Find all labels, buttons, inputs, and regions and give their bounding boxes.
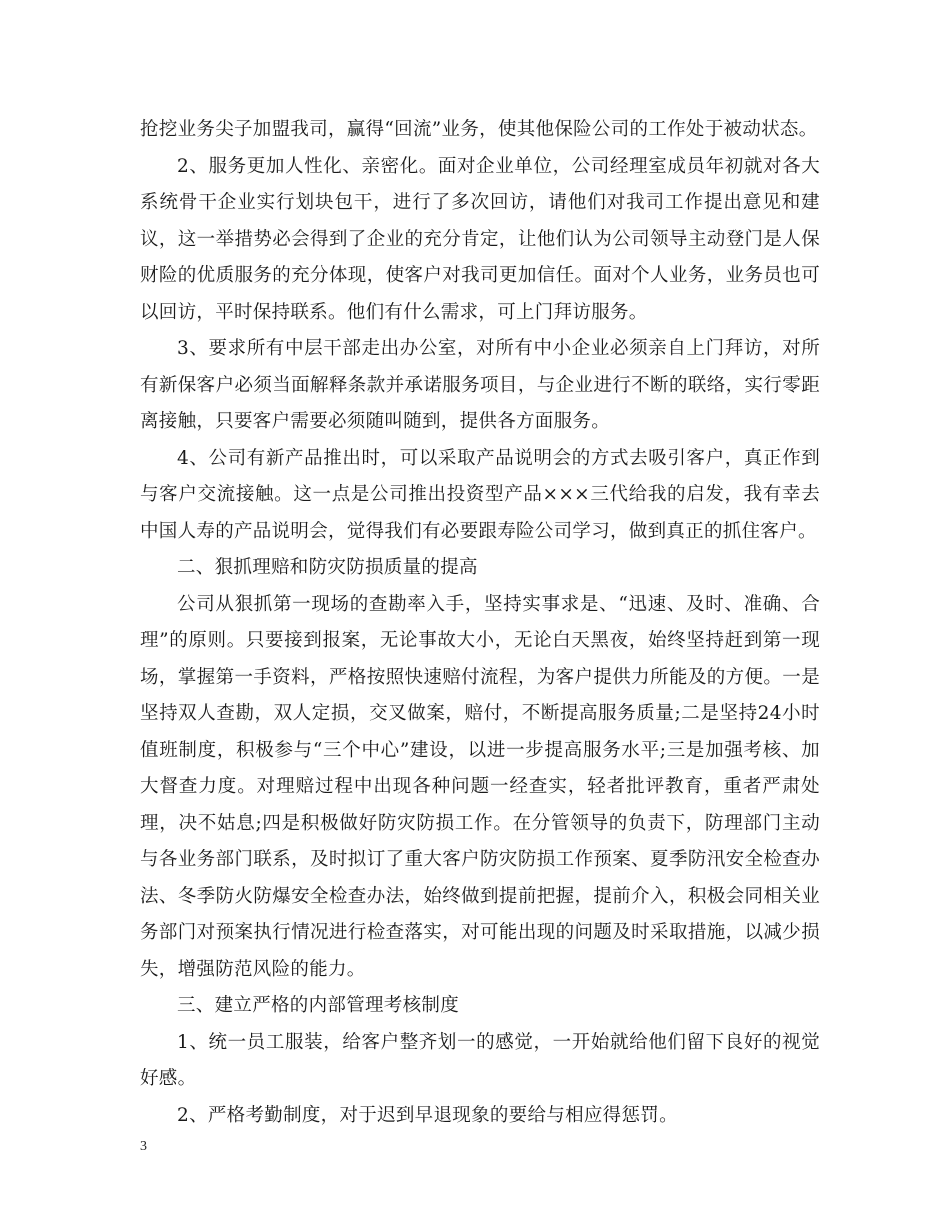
paragraph-claims: 公司从狠抓第一现场的查勘率入手，坚持实事求是、“迅速、及时、准确、合理”的原则。只要接到报案，无论事故大小，无论白天黑夜，始终坚持赶到第一现场，掌握第一手资料，严格按照快速赔付流程，为客户提供力所能及的方便。一是坚持双人查勘，双人定损，交叉做案，赔付，不断提高服务质量;二是坚持24小时值班制度，积极参与“三个中心”建设，以进一步提高服务水平;三是加强考核、加大督查力度。对理赔过程中出现各种问题一经查实，轻者批评教育，重者严肃处理，决不姑息;四是积极做好防灾防损工作。在分管领导的负责下，防理部门主动与各业务部门联系，及时拟订了重大客户防灾防损工作预案、夏季防汛安全检查办法、冬季防火防爆安全检查办法，始终做到提前把握，提前介入，积极会同相关业务部门对预案执行情况进行检查落实，对可能出现的问题及时采取措施，以减少损失，增强防范风险的能力。 (140, 593, 820, 980)
paragraph-item-4: 4、公司有新产品推出时，可以采取产品说明会的方式去吸引客户，真正作到与客户交流接触。这一点是公司推出投资型产品×××三代给我的启发，我有幸去中国人寿的产品说明会，觉得我们有必要跟寿险公司学习，做到真正的抓住客户。 (140, 447, 820, 542)
paragraph-continuation: 抢挖业务尖子加盟我司，赢得“回流”业务，使其他保险公司的工作处于被动状态。 (140, 119, 818, 140)
paragraph-uniform: 1、统一员工服装，给客户整齐划一的感觉，一开始就给他们留下良好的视觉好感。 (140, 1031, 820, 1089)
page-number: 3 (140, 1139, 147, 1154)
section-heading-3: 三、建立严格的内部管理考核制度 (177, 995, 460, 1016)
paragraph-item-2: 2、服务更加人性化、亲密化。面对企业单位，公司经理室成员年初就对各大系统骨干企业实行划块包干，进行了多次回访，请他们对我司工作提出意见和建议，这一举措势必会得到了企业的充分肯定，让他们认为公司领导主动登门是人保财险的优质服务的充分体现，使客户对我司更加信任。面对个人业务，业务员也可以回访，平时保持联系。他们有什么需求，可上门拜访服务。 (140, 155, 820, 323)
paragraph-attendance: 2、严格考勤制度，对于迟到早退现象的要给与相应得惩罚。 (177, 1104, 678, 1126)
document-body (140, 112, 820, 1134)
paragraph-item-3: 3、要求所有中层干部走出办公室，对所有中小企业必须亲自上门拜访，对所有新保客户必须当面解释条款并承诺服务项目，与企业进行不断的联络，实行零距离接触，只要客户需要必须随叫随到，提供各方面服务。 (140, 338, 820, 432)
section-heading-2: 二、狠抓理赔和防灾防损质量的提高 (177, 557, 478, 578)
